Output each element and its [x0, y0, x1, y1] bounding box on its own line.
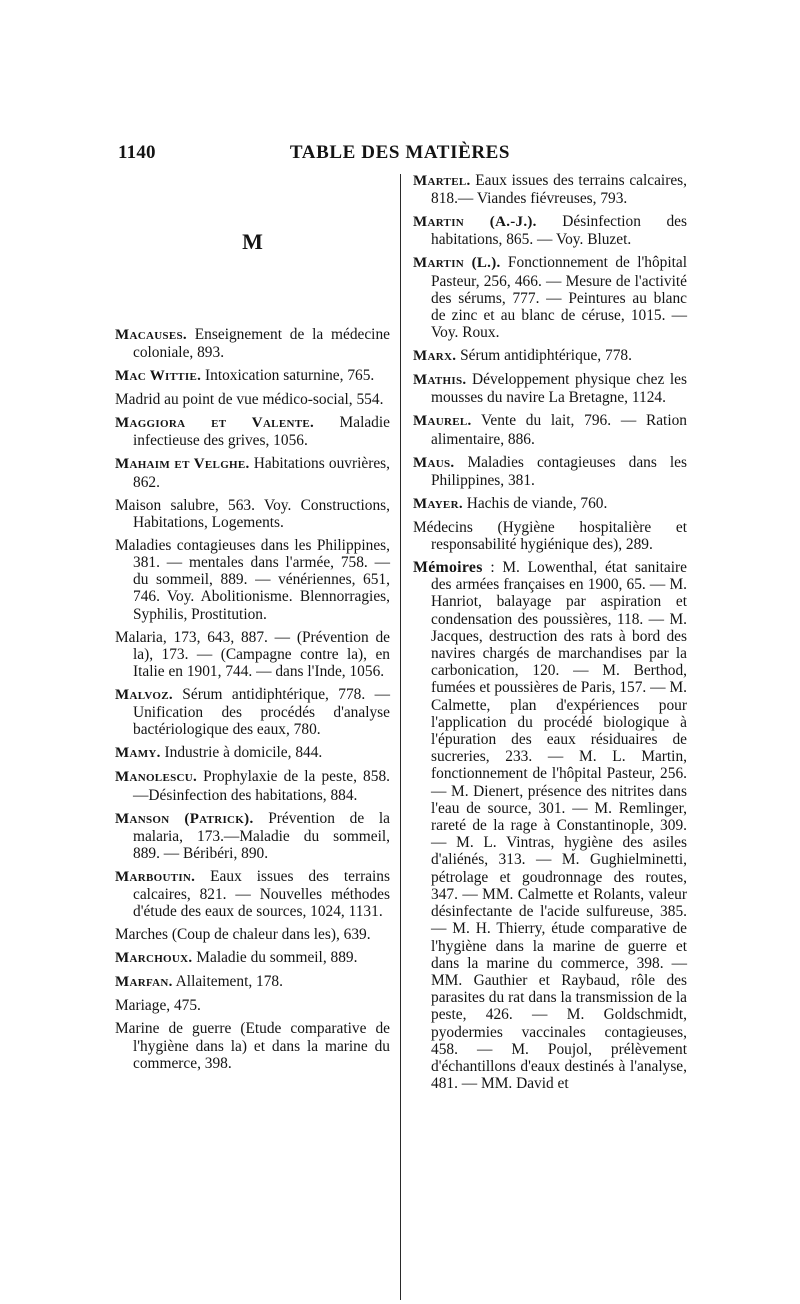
index-entry — [413, 412, 687, 447]
entry-text: : M. Lowenthal, état sanitaire des armées françaises en 1900, 65. — M. Hanriot, balayage par aspiration et condensation des poussières, 118. — M. Jacques, destruction des rats à bord des navires chargés de marchandises par la carbonication, 120. — M. Berthod, fumées et poussières de Paris, 157. — M. Calmette, plan d'expériences pour l'application du procédé biologique à l'épuration des eaux résiduaires de sucreries, 233. — M. L. Martin, fonctionnement de l'hôpital Pasteur, 256. — M. Dienert, présence des nitrites dans l'eau de source, 301. — M. Remlinger, rareté de la rage à Constantinople, 309. — M. L. Vintras, hygiène des asiles d'aliénés, 313. — M. Gughielminetti, pétrolage et goudronnage des routes, 347. — MM. Calmette et Rolants, valeur désinfectante de l'acide sulfureuse, 385. — M. H. Thierry, étude comparative de l'hygiène dans la marine de guerre et dans la marine du commerce, 398. — MM. Gauthier et Raybaud, rôle des parasites du rat dans la transmission de la peste, 426. — M. Goldschmidt, pyodermies vaccinales contagieuses, 458. — M. Poujol, prélèvement d'échantillons d'eaux destinés à l'analyse, 481. — MM. David et — [431, 559, 687, 1093]
index-entry — [413, 559, 687, 1092]
index-entry — [115, 326, 390, 361]
right-entries — [413, 172, 687, 1092]
entry-text: Sérum antidiphtérique, 778. — [456, 347, 632, 365]
entry-text: Vente du lait, 796. — Ration alimentaire, 886. — [431, 412, 687, 448]
right-column — [413, 172, 687, 1098]
entry-heading: Marboutin. — [115, 869, 196, 886]
column-divider — [400, 174, 401, 1300]
index-entry — [115, 367, 390, 385]
entry-heading: Martin (L.). — [413, 255, 501, 272]
page-number: 1140 — [118, 142, 156, 163]
entry-heading: Marx. — [413, 348, 457, 365]
left-column — [115, 172, 390, 1078]
entry-text: Prévention de la malaria, 173.—Maladie du sommeil, 889. — Béribéri, 890. — [133, 809, 391, 863]
entry-heading: Martin (A.-J.). — [413, 214, 537, 231]
entry-heading: Martel. — [413, 173, 471, 189]
page-title: TABLE DES MATIÈRES — [289, 142, 511, 163]
index-entry — [413, 213, 687, 248]
entry-text: Intoxication saturnine, 765. — [201, 367, 375, 385]
entry-heading: Maurel. — [413, 413, 472, 430]
entry-text: Madrid au point de vue médico-social, 554. — [115, 391, 384, 409]
entry-heading: Mathis. — [413, 372, 467, 389]
entry-text: Eaux issues des terrains calcaires, 818.— Viandes fiévreuses, 793. — [431, 172, 687, 208]
entry-text: Maladie du sommeil, 889. — [192, 949, 358, 967]
entry-text: Prophylaxie de la peste, 858.—Désinfection des habitations, 884. — [133, 768, 390, 804]
entry-text: Maladies contagieuses dans les Philippines, 381. — [431, 453, 687, 489]
index-entry — [115, 768, 390, 803]
index-entry — [115, 391, 390, 408]
entry-text: Marine de guerre (Etude comparative de l'hygiène dans la) et dans la marine du commerce, 398. — [115, 1020, 390, 1072]
index-entry — [115, 497, 390, 531]
index-entry — [413, 172, 687, 207]
index-entry — [115, 810, 390, 863]
index-entry — [413, 519, 687, 553]
entry-text: Hachis de viande, 760. — [462, 494, 608, 512]
index-entry — [115, 744, 390, 762]
entry-text: Eaux issues des terrains calcaires, 821. — Nouvelles méthodes d'étude des eaux de sources, 1024, 1131. — [133, 868, 390, 921]
entry-heading: Manson (Patrick). — [115, 810, 254, 827]
entry-text: Sérum antidiphtérique, 778. — Unification des procédés d'analyse bactériologique des eaux, 780. — [133, 686, 390, 739]
entry-heading: Mamy. — [115, 745, 161, 762]
entry-heading: Mahaim et Velghe. — [115, 456, 250, 473]
index-entry — [115, 949, 390, 967]
entry-text: Enseignement de la médecine coloniale, 893. — [133, 326, 390, 362]
index-entry — [115, 997, 390, 1014]
entry-heading: Mayer. — [413, 495, 463, 512]
entry-heading: Maus. — [413, 454, 455, 471]
entry-text: Mariage, 475. — [115, 997, 201, 1015]
index-entry — [115, 973, 390, 991]
index-entry — [413, 495, 687, 513]
index-entry — [413, 254, 687, 341]
index-entry — [413, 347, 687, 365]
entry-heading: Mac Wittie. — [115, 368, 202, 385]
entry-heading: Marfan. — [115, 974, 173, 991]
index-entry — [413, 454, 687, 489]
entry-text: Désinfection des habitations, 865. — Voy. Bluzet. — [431, 213, 687, 249]
entry-heading: Mémoires — [413, 559, 483, 577]
index-entry — [115, 926, 390, 943]
entry-text: Maladie infectieuse des grives, 1056. — [133, 414, 390, 450]
entry-text: Maladies contagieuses dans les Philippines, 381. — mentales dans l'armée, 758. — du sommeil, 889. — vénériennes, 651, 746. Voy. Abolitionisme. Blennorragies, Syphilis, Prostitution. — [115, 536, 390, 623]
entry-heading: Marchoux. — [115, 950, 193, 967]
entry-text: Allaitement, 178. — [172, 973, 283, 991]
entry-text: Médecins (Hygiène hospitalière et responsabilité hygiénique des), 289. — [413, 518, 687, 554]
index-entry — [115, 1020, 390, 1072]
entry-heading: Malvoz. — [115, 687, 173, 704]
entry-text: Malaria, 173, 643, 887. — (Prévention de la), 173. — (Campagne contre la), en Italie en 1901, 744. — dans l'Inde, 1056. — [115, 628, 390, 681]
entry-text: Industrie à domicile, 844. — [160, 744, 323, 762]
entry-text: Habitations ouvrières, 862. — [133, 455, 390, 491]
entry-heading: Manolescu. — [115, 769, 198, 786]
entry-text: Développement physique chez les mousses du navire La Bretagne, 1124. — [431, 371, 687, 407]
index-entry — [115, 414, 390, 449]
index-entry — [115, 629, 390, 681]
index-entry — [413, 371, 687, 406]
entry-text: Marches (Coup de chaleur dans les), 639. — [115, 926, 371, 944]
left-entries — [115, 326, 390, 1072]
index-entry — [115, 686, 390, 739]
entry-text: Maison salubre, 563. Voy. Constructions, Habitations, Logements. — [115, 496, 390, 531]
index-entry — [115, 455, 390, 490]
entry-heading: Macauses. — [115, 327, 187, 343]
entry-text: Fonctionnement de l'hôpital Pasteur, 256, 466. — Mesure de l'activité des sérums, 777. — Peintures au blanc de zinc et au blanc de céruse, 1015. — Voy. Roux. — [431, 254, 687, 342]
section-letter: M — [242, 229, 263, 254]
index-entry — [115, 537, 390, 623]
entry-heading: Maggiora et Valente. — [115, 415, 315, 432]
index-entry — [115, 868, 390, 921]
